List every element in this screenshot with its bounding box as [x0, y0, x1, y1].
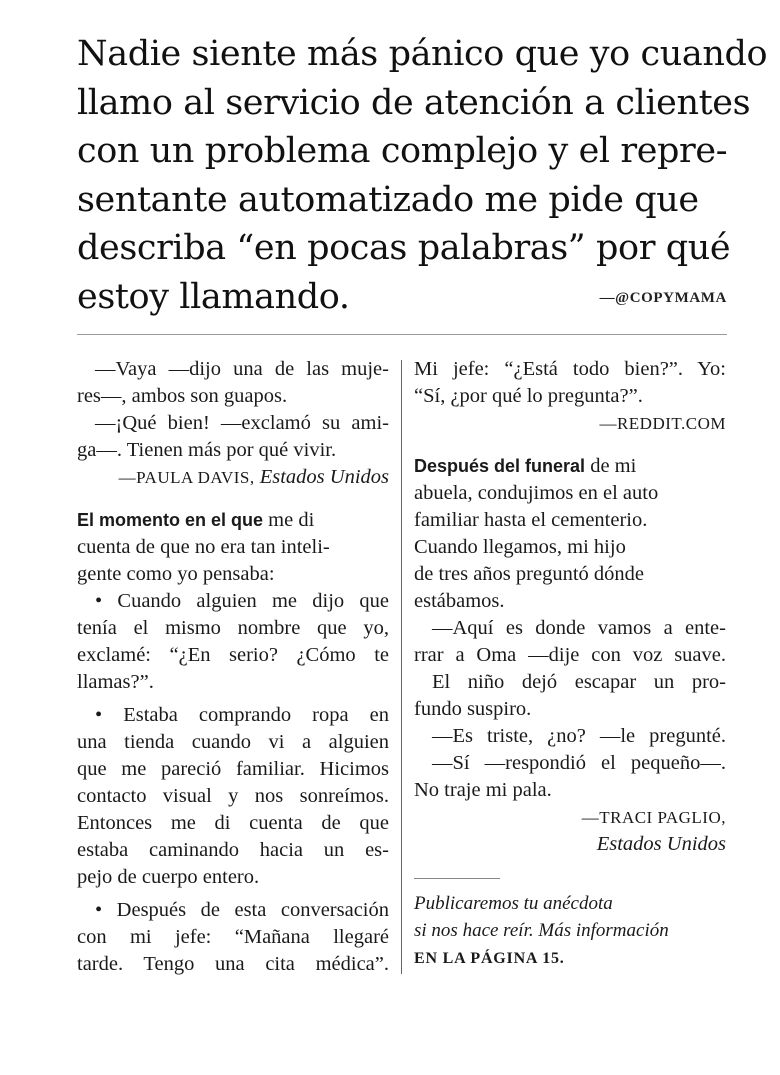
text-line: Mi jefe: “¿Está todo bien?”. Yo: [414, 358, 726, 380]
text-line: —Aquí es donde vamos a ente- [432, 617, 726, 639]
text-fragment: me di [263, 509, 315, 531]
bullet-line: • Estaba comprando ropa en [95, 704, 389, 726]
text-line: cuenta de que no era tan inteli- [77, 536, 330, 558]
bullet-line: • Después de esta conversación [95, 899, 389, 921]
author-name: —PAULA DAVIS, [118, 468, 255, 487]
text-line: ga—. Tienen más por qué vivir. [77, 439, 337, 461]
story-lead: Después del funeral [414, 456, 586, 476]
bullet-line: • Cuando alguien me dijo que [95, 590, 389, 612]
text-line: estaba caminando hacia un es- [77, 839, 389, 861]
quote-line: Nadie siente más pánico que yo cuando [77, 34, 768, 74]
quote-line: con un problema complejo y el repre- [77, 131, 728, 171]
text-line: de tres años preguntó dónde [414, 563, 644, 585]
author-country: Estados Unidos [596, 833, 726, 855]
text-line: fundo suspiro. [414, 698, 532, 720]
text-line: —Es triste, ¿no? —le pregunté. [432, 725, 726, 747]
text-line: Entonces me di cuenta de que [77, 812, 389, 834]
quote-line: describa “en pocas palabras” por qué [77, 228, 731, 268]
text-line: exclamé: “¿En serio? ¿Cómo te [77, 644, 389, 666]
text-line: con mi jefe: “Mañana llegaré [77, 926, 389, 948]
text-line: “Sí, ¿por qué lo pregunta?”. [414, 385, 643, 407]
submission-note: si nos hace reír. Más información [414, 920, 669, 941]
quote-attribution: —@COPYMAMA [599, 290, 727, 306]
note-divider [414, 878, 500, 879]
text-line: No traje mi pala. [414, 779, 552, 801]
column-divider [401, 360, 402, 974]
text-line: Cuando llegamos, mi hijo [414, 536, 626, 558]
text-line: estábamos. [414, 590, 505, 612]
quote-line: llamo al servicio de atención a clientes [77, 82, 751, 123]
text-line: res—, ambos son guapos. [77, 385, 288, 407]
text-line: —Vaya —dijo una de las muje- [95, 358, 389, 380]
text-fragment: de mi [585, 455, 637, 477]
text-line: tarde. Tengo una cita médica”. [77, 953, 389, 975]
author-country: Estados Unidos [259, 466, 389, 488]
horizontal-divider [77, 334, 727, 335]
quote-line: sentante automatizado me pide que [77, 179, 699, 220]
page-reference: EN LA PÁGINA 15. [414, 950, 565, 967]
author-byline [77, 464, 389, 491]
text-line: tenía el mismo nombre que yo, [77, 617, 389, 639]
right-column [414, 356, 726, 972]
text-line: —Sí —respondió el pequeño—. [432, 752, 726, 774]
story-lead-line [77, 507, 389, 534]
text-line: pejo de cuerpo entero. [77, 866, 260, 888]
text-line: gente como yo pensaba: [77, 563, 275, 585]
story-lead-line [414, 453, 726, 480]
text-line: llamas?”. [77, 671, 154, 693]
author-name: —TRACI PAGLIO, [581, 808, 726, 827]
text-line: El niño dejó escapar un pro- [432, 671, 726, 693]
left-column [77, 356, 389, 978]
text-line: rrar a Oma —dije con voz suave. [414, 644, 726, 666]
text-line: contacto visual y nos sonreímos. [77, 785, 389, 807]
text-line: familiar hasta el cementerio. [414, 509, 648, 531]
story-lead: El momento en el que [77, 510, 264, 530]
quote-line: estoy llamando. [77, 276, 350, 317]
text-line: abuela, condujimos en el auto [414, 482, 659, 504]
text-line: —¡Qué bien! —exclamó su ami- [95, 412, 389, 434]
text-line: que me pareció familiar. Hicimos [77, 758, 389, 780]
submission-note: Publicaremos tu anécdota [414, 893, 613, 914]
pull-quote [77, 30, 768, 321]
source-credit: —REDDIT.COM [599, 414, 726, 433]
text-line: una tienda cuando vi a alguien [77, 731, 389, 753]
